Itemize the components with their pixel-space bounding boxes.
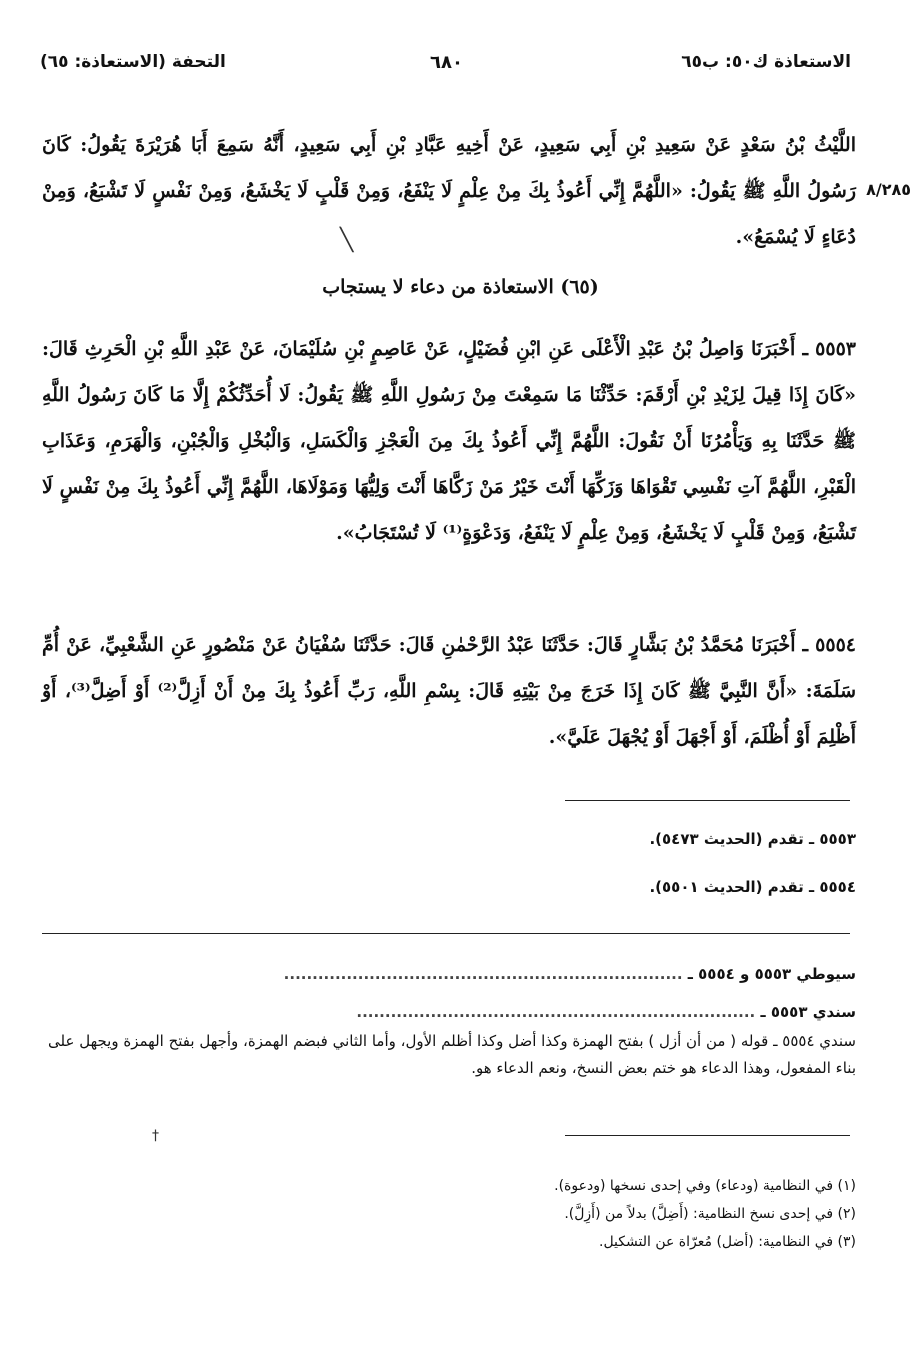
footnote-1: (١) في النظامية (ودعاء) وفي إحدى نسخها (ودعوة). bbox=[554, 1178, 856, 1194]
margin-reference: ٨/٢٨٥ bbox=[866, 180, 911, 199]
section-title: (٦٥) الاستعاذة من دعاء لا يستجاب bbox=[322, 276, 599, 298]
hadith-5554: ٥٥٥٤ ـ أَخْبَرَنَا مُحَمَّدُ بْنُ بَشَّارٍ قَالَ: حَدَّثَنَا عَبْدُ الرَّحْمٰنِ قَالَ: حَدَّثَنَا سُفْيَانُ عَنْ مَنْصُورٍ عَنِ الشَّعْبِيِّ، عَنْ أُمِّ سَلَمَةَ: «أَنَّ النَّبِيَّ ﷺ كَانَ إِذَا خَرَجَ مِنْ بَيْتِهِ قَالَ: بِسْمِ اللَّهِ، رَبِّ أَعُوذُ بِكَ مِنْ أَنْ أَزِلَّ⁽²⁾ أَوْ أَضِلَّ⁽³⁾، أَوْ أَظْلِمَ أَوْ أُظْلَمَ، أَوْ أَجْهَلَ أَوْ يُجْهَلَ عَلَيَّ». bbox=[42, 634, 856, 748]
cross-reference-5553: ٥٥٥٣ ـ تقدم (الحديث ٥٤٧٣). bbox=[649, 830, 856, 848]
running-header bbox=[40, 52, 851, 82]
commentary-label: سيوطي ٥٥٥٣ و ٥٥٥٤ ـ bbox=[687, 965, 856, 983]
dot-leader: ...................................................................... bbox=[283, 965, 683, 983]
divider-long bbox=[42, 933, 850, 934]
divider-short bbox=[565, 800, 850, 801]
footnote-2: (٢) في إحدى نسخ النظامية: (أَضِلَّ) بدلاً من (أَزِلَّ). bbox=[564, 1206, 856, 1222]
commentary-sindi-5554: سندي ٥٥٥٤ ـ قوله ( من أن أزل ) بفتح الهمزة وكذا أضل وكذا أظلم الأول، وأما الثاني فبضم الهمزة، وأجهل بفتح الهمزة ويجهل على بناء المفعول، وهذا الدعاء هو ختم بعض النسخ، ونعم الدعاء هو. bbox=[48, 1032, 856, 1077]
footnote-3: (٣) في النظامية: (أضل) مُعرّاة عن التشكيل. bbox=[599, 1234, 856, 1250]
divider-footnotes bbox=[565, 1135, 850, 1136]
cross-reference-5554: ٥٥٥٤ ـ تقدم (الحديث ٥٥٠١). bbox=[649, 878, 856, 896]
hadith-5553: ٥٥٥٣ ـ أَخْبَرَنَا وَاصِلُ بْنُ عَبْدِ الْأَعْلَى عَنِ ابْنِ فُضَيْلٍ، عَنْ عَاصِمٍ بْنِ سُلَيْمَانَ، عَنْ عَبْدِ اللَّهِ بْنِ الْحَرِثِ قَالَ: «كَانَ إِذَا قِيلَ لِزَيْدِ بْنِ أَرْقَمَ: حَدِّثْنَا مَا سَمِعْتَ مِنْ رَسُولِ اللَّهِ ﷺ يَقُولُ: لَا أُحَدِّثُكُمْ إِلَّا مَا كَانَ رَسُولُ اللَّهِ ﷺ حَدَّثَنَا بِهِ وَيَأْمُرُنَا أَنْ نَقُولَ: اللَّهُمَّ إِنِّي أَعُوذُ بِكَ مِنَ الْعَجْزِ وَالْكَسَلِ، وَالْبُخْلِ وَالْجُبْنِ، وَالْهَرَمِ، وَعَذَابِ الْقَبْرِ، اللَّهُمَّ آتِ نَفْسِي تَقْوَاهَا وَزَكِّهَا أَنْتَ خَيْرُ مَنْ زَكَّاهَا أَنْتَ وَلِيُّهَا وَمَوْلَاهَا، اللَّهُمَّ إِنِّي أَعُوذُ بِكَ مِنْ نَفْسٍ لَا تَشْبَعُ، وَمِنْ قَلْبٍ لَا يَخْشَعُ، وَمِنْ عِلْمٍ لَا يَنْفَعُ، وَدَعْوَةٍ⁽¹⁾ لَا تُسْتَجَابُ». bbox=[42, 338, 856, 544]
commentary-sindi-5553 bbox=[42, 1000, 856, 1024]
scan-dot-mark: † bbox=[152, 1128, 159, 1144]
scan-stroke-mark: ╲ bbox=[340, 228, 354, 253]
page-number: ٦٨٠ bbox=[430, 52, 463, 73]
hadith-continuation: اللَّيْثُ بْنُ سَعْدٍ عَنْ سَعِيدِ بْنِ أَبِي سَعِيدٍ، عَنْ أَخِيهِ عَبَّادِ بْنِ أَبِي سَعِيدٍ، أَنَّهُ سَمِعَ أَبَا هُرَيْرَةَ يَقُولُ: كَانَ رَسُولُ اللَّهِ ﷺ يَقُولُ: «اللَّهُمَّ إِنِّي أَعُوذُ بِكَ مِنْ عِلْمٍ لَا يَنْفَعُ، وَمِنْ قَلْبٍ لَا يَخْشَعُ، وَمِنْ نَفْسٍ لَا تَشْبَعُ، وَمِنْ دُعَاءٍ لَا يُسْمَعُ». bbox=[42, 134, 856, 248]
header-chapter-ref: الاستعاذة ك٥٠: ب٦٥ bbox=[681, 52, 851, 72]
header-tuhfa-ref: التحفة (الاستعاذة: ٦٥) bbox=[40, 52, 226, 72]
dot-leader: ...................................................................... bbox=[356, 1003, 756, 1021]
commentary-suyuti bbox=[42, 962, 856, 986]
commentary-label: سندي ٥٥٥٣ ـ bbox=[760, 1003, 856, 1021]
